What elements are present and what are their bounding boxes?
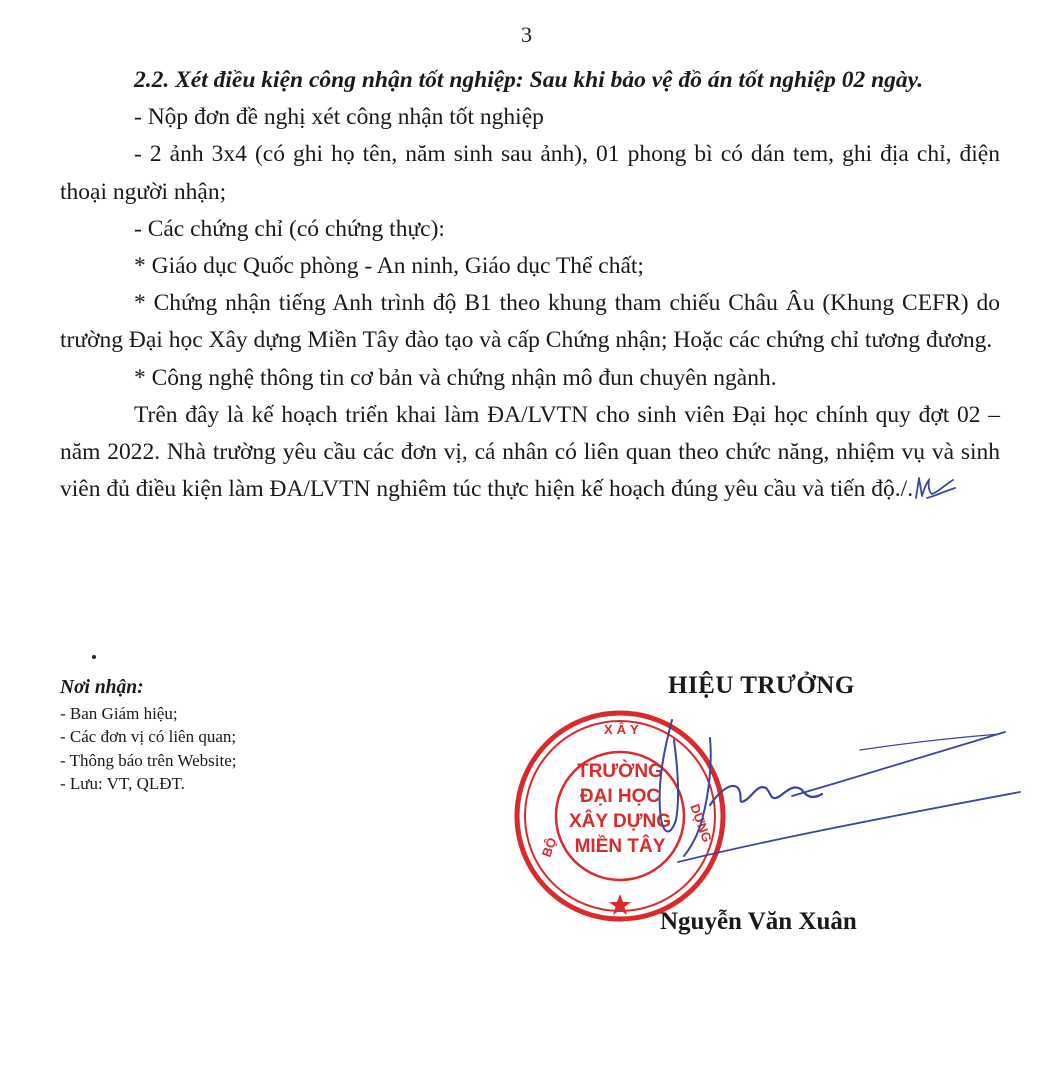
closing-paragraph (60, 397, 1000, 509)
page-number: 3 (521, 22, 532, 47)
svg-text:XÂY: XÂY (604, 722, 643, 737)
recipient-item: - Ban Giám hiệu; (60, 703, 178, 723)
svg-text:DỰNG: DỰNG (687, 801, 715, 845)
stamp-line: TRƯỜNG (577, 761, 663, 782)
list-item: - 2 ảnh 3x4 (có ghi họ tên, năm sinh sau ảnh), 01 phong bì có dán tem, ghi địa chỉ, điện thoại người nhận; (60, 141, 1000, 205)
closing-text: Trên đây là kế hoạch triển khai làm ĐA/LVTN cho sinh viên Đại học chính quy đợt 02 – năm 2022. Nhà trường yêu cầu các đơn vị, cá nhân có liên quan theo chức năng, nhiệm vụ và sinh viên đủ điều kiện làm ĐA/LVTN nghiêm túc thực hiện kế hoạch đúng yêu cầu và tiến độ./. (60, 401, 1000, 503)
recipient-item: - Các đơn vị có liên quan; (60, 727, 237, 747)
list-item: * Chứng nhận tiếng Anh trình độ B1 theo khung tham chiếu Châu Âu (Khung CEFR) do trường Đại học Xây dựng Miền Tây đào tạo và cấp Chứng nhận; Hoặc các chứng chỉ tương đương. (60, 290, 1000, 354)
ink-dot (92, 655, 96, 659)
handwritten-signature-icon (560, 710, 1030, 880)
list-item: - Nộp đơn đề nghị xét công nhận tốt nghiệp (134, 104, 544, 131)
recipient-item: - Thông báo trên Website; (60, 750, 237, 770)
initials-signature-icon (913, 472, 957, 502)
signer-title: HIỆU TRƯỞNG (668, 672, 855, 699)
list-item: - Các chứng chỉ (có chứng thực): (134, 215, 445, 242)
stamp-line: ĐẠI HỌC (579, 786, 661, 807)
recipients-block (60, 676, 236, 796)
list-item: * Giáo dục Quốc phòng - An ninh, Giáo dục Thể chất; (134, 253, 644, 280)
stamp-line: MIỀN TÂY (574, 836, 666, 857)
stamp-line: XÂY DỰNG (569, 811, 671, 832)
recipient-item: - Lưu: VT, QLĐT. (60, 774, 185, 794)
document-body (60, 62, 1000, 508)
list-item: * Công nghệ thông tin cơ bản và chứng nhận mô đun chuyên ngành. (134, 364, 777, 391)
section-heading: 2.2. Xét điều kiện công nhận tốt nghiệp: Sau khi bảo vệ đồ án tốt nghiệp 02 ngày. (134, 67, 924, 93)
svg-text:BỘ: BỘ (538, 835, 560, 860)
signer-name: Nguyễn Văn Xuân (660, 908, 857, 935)
recipients-title: Nơi nhận: (60, 677, 144, 698)
